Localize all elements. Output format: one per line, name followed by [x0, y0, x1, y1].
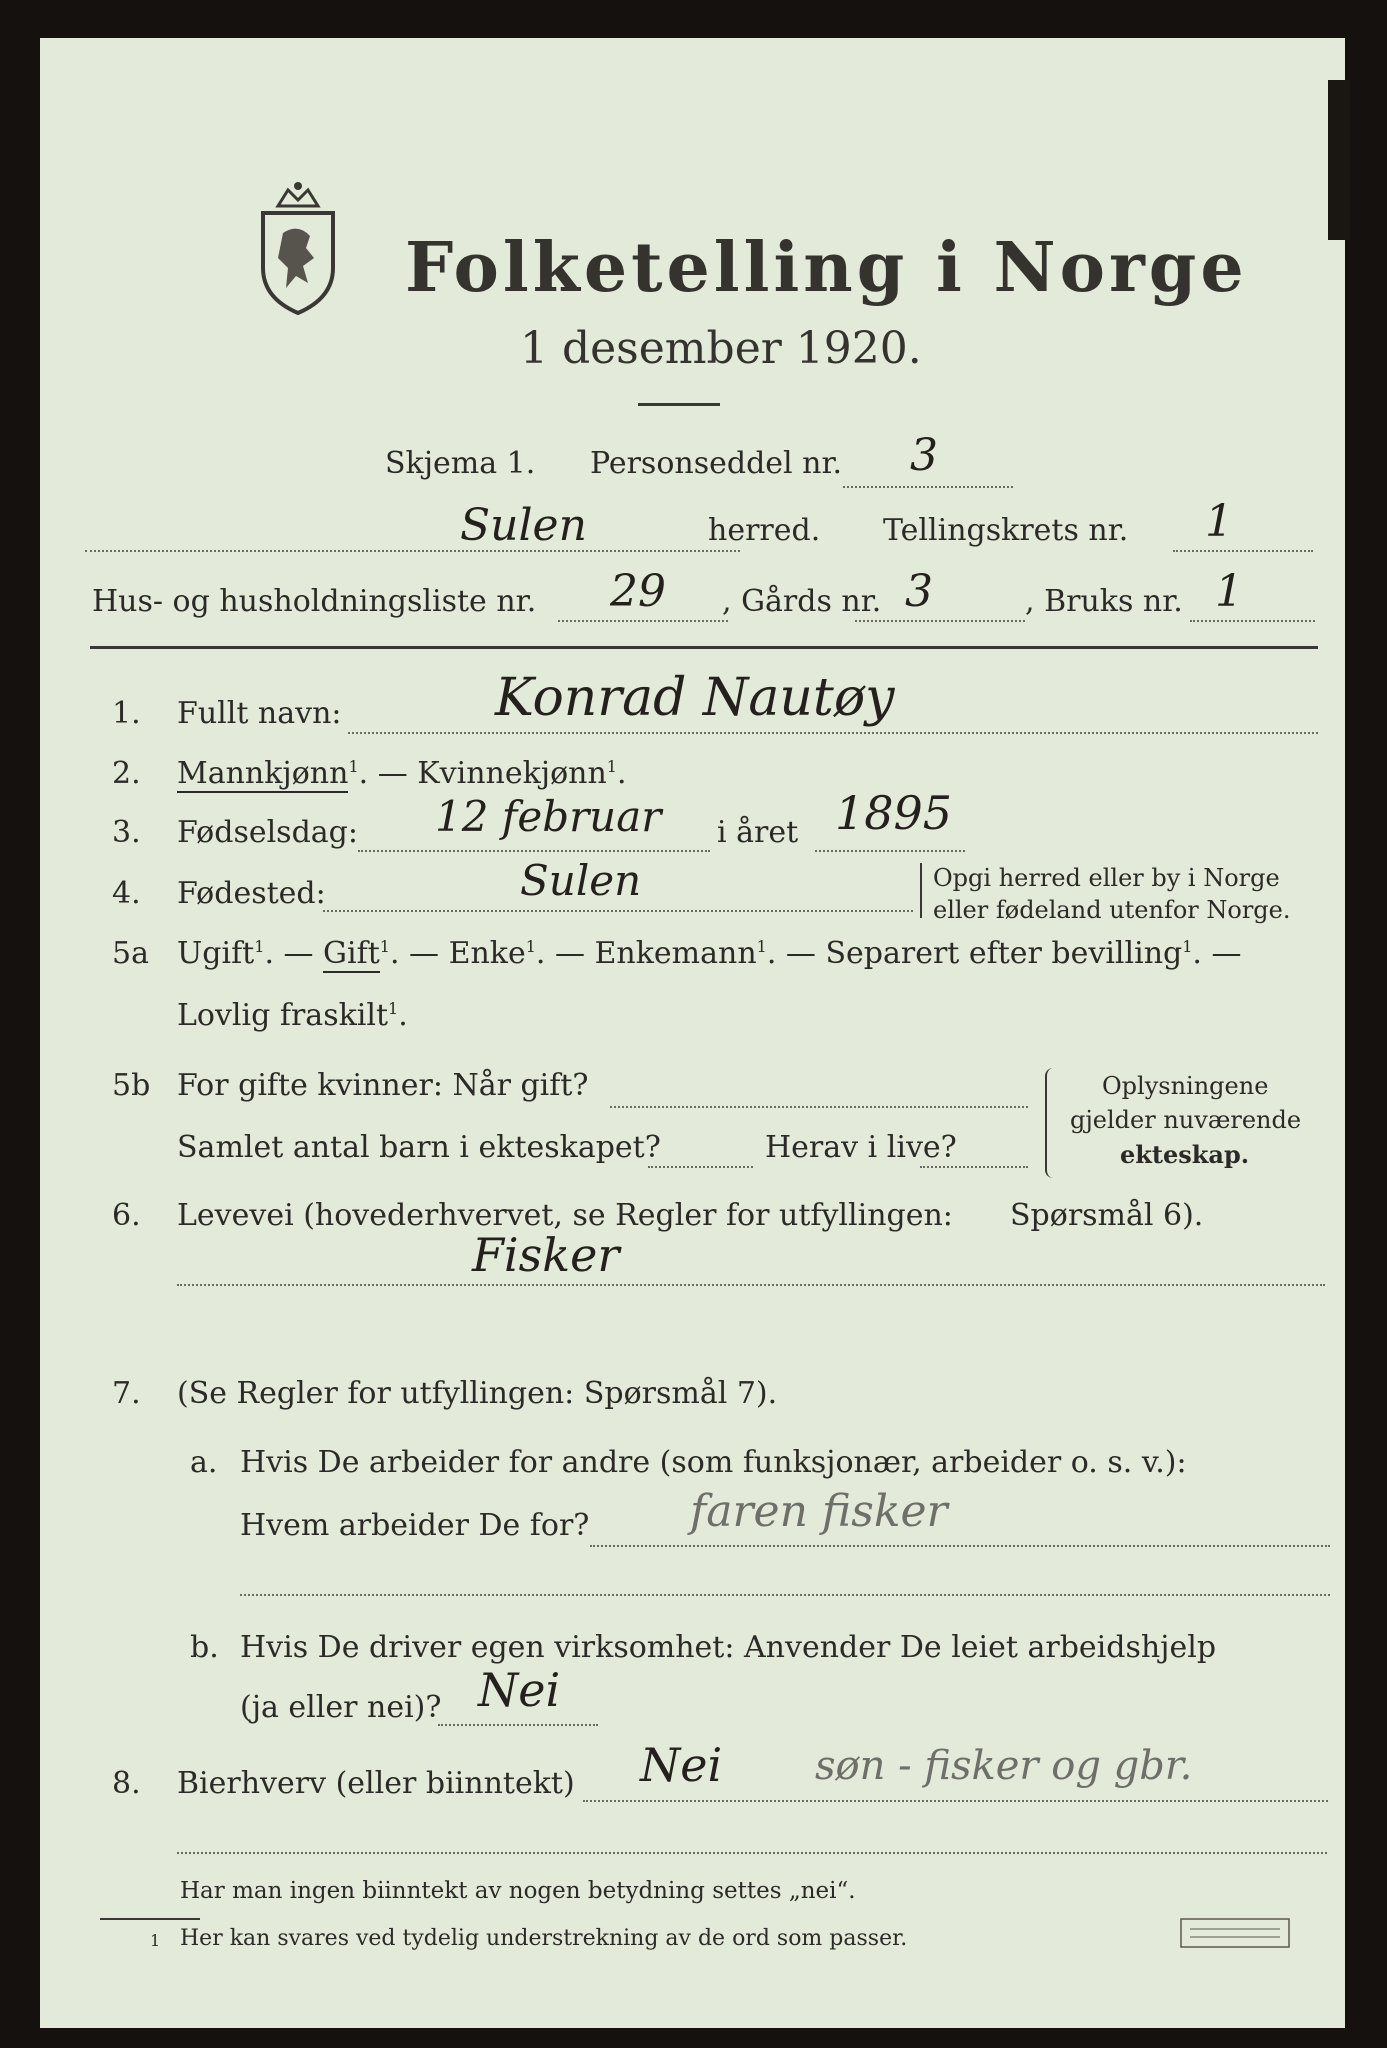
- header-divider: [90, 646, 1318, 649]
- q4-line: [323, 910, 913, 912]
- q3-label: Fødselsdag:: [177, 815, 358, 850]
- tellingskrets-line: [1173, 550, 1313, 552]
- corner-tape: [1328, 80, 1350, 240]
- q5a-number: 5a: [112, 936, 149, 971]
- q5a-options: Ugift$^1$. — Gift$^1$. — Enke$^1$. — Enkemann$^1$. — Separert efter bevilling$^1$. —: [177, 936, 1242, 971]
- q6-label-end: Spørsmål 6).: [1010, 1198, 1204, 1233]
- gards-value: 3: [905, 566, 933, 617]
- q4-value: Sulen: [520, 856, 642, 905]
- option-gift-underlined: Gift: [323, 936, 380, 971]
- title-divider: [638, 403, 720, 406]
- q5b-note-1: Oplysningene: [1102, 1072, 1269, 1100]
- q2-options: Mannkjønn$^1$. — Kvinnekjønn$^1$.: [177, 756, 627, 791]
- q8-value: Nei: [640, 1738, 723, 1792]
- q7b-text: Hvis De driver egen virksomhet: Anvender De leiet arbeidshjelp: [240, 1630, 1217, 1665]
- q7-number: 7.: [112, 1376, 141, 1411]
- q3-year-label: i året: [717, 815, 799, 850]
- q4-label: Fødested:: [177, 876, 326, 911]
- gards-label: , Gårds nr.: [722, 584, 882, 619]
- q8-value-2: søn - fisker og gbr.: [815, 1743, 1193, 1789]
- q8-line-2: [177, 1852, 1327, 1854]
- q6-value: Fisker: [472, 1228, 620, 1282]
- q7a-value: faren fisker: [690, 1486, 948, 1537]
- q8-number: 8.: [112, 1766, 141, 1801]
- bruks-value: 1: [1215, 566, 1243, 617]
- tellingskrets-value: 1: [1205, 496, 1233, 547]
- q5b-when-married-label: For gifte kvinner: Når gift?: [177, 1068, 589, 1103]
- q7-label: (Se Regler for utfyllingen: Spørsmål 7).: [177, 1376, 778, 1411]
- q3-value: 12 februar: [435, 792, 662, 841]
- q5b-alive-label: Herav i live?: [765, 1130, 957, 1165]
- form-title: Folketelling i Norge: [405, 228, 1248, 308]
- q5b-children-label: Samlet antal barn i ekteskapet?: [177, 1130, 661, 1165]
- q6-line: [177, 1284, 1325, 1286]
- q4-number: 4.: [112, 876, 141, 911]
- footnote-mark: 1: [150, 1931, 161, 1950]
- q8-line: [583, 1800, 1328, 1802]
- q4-brace: [920, 863, 932, 918]
- gards-line: [855, 620, 1025, 622]
- q6-number: 6.: [112, 1198, 141, 1233]
- q3-number: 3.: [112, 815, 141, 850]
- q5b-note-2: gjelder nuværende: [1070, 1106, 1302, 1134]
- q3-year-value: 1895: [835, 786, 953, 840]
- q5b-alive-line: [920, 1166, 1028, 1168]
- hus-line: [558, 620, 728, 622]
- option-enkemann: Enkemann: [594, 936, 757, 971]
- footnote-text: Her kan svares ved tydelig understrekning av de ord som passer.: [180, 1926, 908, 1951]
- q5b-when-married-line: [610, 1106, 1028, 1108]
- q5b-number: 5b: [112, 1068, 151, 1103]
- q1-number: 1.: [112, 696, 141, 731]
- q4-note-1: Opgi herred eller by i Norge: [933, 864, 1280, 892]
- personseddel-value: 3: [910, 430, 938, 481]
- q1-line: [348, 732, 1318, 734]
- q7b-value: Nei: [478, 1663, 561, 1717]
- census-form: [40, 38, 1345, 2028]
- q7a-question: Hvem arbeider De for?: [240, 1508, 590, 1543]
- hus-label: Hus- og husholdningsliste nr.: [92, 584, 537, 619]
- q7b-line: [438, 1724, 598, 1726]
- q5b-brace: [1045, 1068, 1059, 1178]
- q7b-question: (ja eller nei)?: [240, 1690, 442, 1725]
- coat-of-arms-icon: [248, 178, 348, 318]
- q4-note-2: eller fødeland utenfor Norge.: [933, 896, 1291, 924]
- census-date: 1 desember 1920.: [520, 323, 922, 374]
- q3-year-line: [815, 850, 965, 852]
- q7a-line: [590, 1545, 1330, 1547]
- bruks-label: , Bruks nr.: [1025, 584, 1183, 619]
- q2-number: 2.: [112, 756, 141, 791]
- q1-value: Konrad Nautøy: [495, 668, 895, 728]
- tellingskrets-label: Tellingskrets nr.: [883, 513, 1129, 548]
- option-female: Kvinnekjønn: [417, 756, 607, 791]
- option-separert: Separert efter bevilling: [825, 936, 1183, 971]
- personseddel-line: [843, 486, 1013, 488]
- q5a-options-line2: Lovlig fraskilt$^1$.: [177, 998, 408, 1033]
- herred-line: [85, 550, 740, 552]
- option-male-underlined: Mannkjønn: [177, 756, 349, 791]
- q5b-note-3: ekteskap.: [1120, 1140, 1250, 1169]
- option-ugift: Ugift: [177, 936, 255, 971]
- q7b-letter: b.: [190, 1630, 219, 1665]
- skjema-label: Skjema 1.: [385, 446, 536, 481]
- personseddel-label: Personseddel nr.: [590, 446, 843, 481]
- herred-value: Sulen: [460, 500, 587, 551]
- footnote-divider: [100, 1918, 200, 1920]
- herred-label: herred.: [708, 513, 821, 548]
- q5b-children-line: [648, 1166, 753, 1168]
- q7a-text: Hvis De arbeider for andre (som funksjonær, arbeider o. s. v.):: [240, 1445, 1187, 1480]
- printer-stamp-icon: [1180, 1918, 1290, 1948]
- q3-line: [358, 850, 710, 852]
- q6-label: Levevei (hovederhvervet, se Regler for utfyllingen:: [177, 1198, 953, 1233]
- option-lovlig-fraskilt: Lovlig fraskilt: [177, 998, 389, 1033]
- q7a-line-2: [240, 1594, 1330, 1596]
- q8-label: Bierhverv (eller biinntekt): [177, 1766, 575, 1801]
- bruks-line: [1190, 620, 1315, 622]
- q7a-letter: a.: [190, 1445, 218, 1480]
- option-enke: Enke: [448, 936, 526, 971]
- footer-note: Har man ingen biinntekt av nogen betydning settes „nei“.: [180, 1878, 856, 1904]
- hus-value: 29: [610, 566, 666, 617]
- q1-label: Fullt navn:: [177, 696, 342, 731]
